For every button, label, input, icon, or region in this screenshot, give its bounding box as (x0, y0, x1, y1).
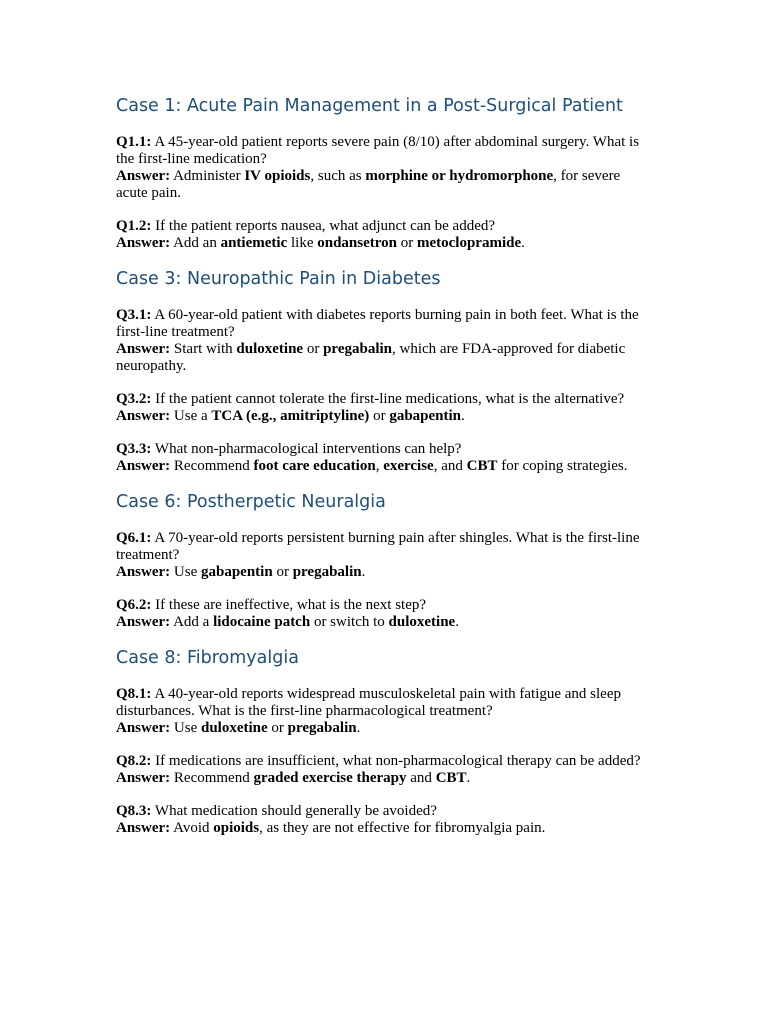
answer (116, 720, 652, 737)
answer-segment-bold: lidocaine patch (213, 614, 311, 630)
answer-label: Answer: (116, 820, 171, 836)
case-section-8 (116, 647, 652, 837)
answer-segment-bold: foot care education (253, 458, 376, 474)
answer-segment-bold: duloxetine (236, 341, 304, 357)
question-text: A 60-year-old patient with diabetes reports burning pain in both feet. What is the first-line treatment? (116, 307, 639, 340)
case-heading: Case 1: Acute Pain Management in a Post-Surgical Patient (116, 96, 623, 116)
answer-segment: , which are FDA-approved for diabetic neuropathy. (116, 341, 626, 374)
question-id: Q1.1: (116, 134, 152, 150)
answer-segment-bold: duloxetine (200, 720, 268, 736)
case-heading: Case 6: Postherpetic Neuralgia (116, 492, 386, 512)
case-section-1 (116, 95, 652, 252)
answer-segment: Start with (173, 341, 237, 357)
answer-segment: Add an (173, 235, 221, 251)
answer (116, 408, 652, 425)
question-text: What non-pharmacological interventions can help? (154, 441, 462, 457)
question-text: If the patient cannot tolerate the first-line medications, what is the alternative? (155, 391, 625, 407)
document-page (116, 95, 652, 853)
question-id: Q6.2: (116, 597, 152, 613)
qa-item (116, 686, 652, 737)
answer-segment-bold: antiemetic (220, 235, 288, 251)
question (116, 753, 652, 770)
answer-segment: . (521, 235, 525, 251)
answer-segment: Recommend (173, 770, 254, 786)
answer-segment: for coping strategies. (497, 458, 628, 474)
answer-text (116, 341, 625, 374)
question-text: A 45-year-old patient reports severe pain (8/10) after abdominal surgery. What is the first-line medication? (116, 134, 640, 167)
question-id: Q3.1: (116, 307, 152, 323)
answer-label: Answer: (116, 720, 171, 736)
answer-segment-bold: metoclopramide (416, 235, 522, 251)
answer-segment-bold: graded exercise therapy (253, 770, 407, 786)
answer-label: Answer: (116, 564, 171, 580)
question-text: If the patient reports nausea, what adjunct can be added? (155, 218, 496, 234)
qa-item (116, 307, 652, 375)
answer (116, 770, 652, 787)
answer-segment-bold: morphine or hydromorphone (365, 168, 554, 184)
answer-text (174, 564, 365, 580)
answer-segment: or (369, 408, 390, 424)
answer-label: Answer: (116, 168, 171, 184)
question (116, 134, 652, 168)
case-section-6 (116, 491, 652, 631)
answer-segment-bold: pregabalin (323, 341, 392, 357)
answer-segment: Administer (173, 168, 245, 184)
answer-text (174, 770, 470, 786)
question-id: Q3.3: (116, 441, 152, 457)
case-heading: Case 8: Fibromyalgia (116, 648, 299, 668)
question-id: Q6.1: (116, 530, 152, 546)
answer-segment-bold: gabapentin (389, 408, 462, 424)
question-id: Q1.2: (116, 218, 152, 234)
answer-segment: or (396, 235, 417, 251)
answer-segment: or (267, 720, 288, 736)
question (116, 307, 652, 341)
question (116, 686, 652, 720)
answer-segment: Recommend (173, 458, 254, 474)
answer-segment: , such as (310, 168, 366, 184)
answer-text (173, 614, 459, 630)
answer-text (173, 235, 525, 251)
answer-segment: or (303, 341, 324, 357)
question-text: A 70-year-old reports persistent burning pain after shingles. What is the first-line treatment? (116, 530, 640, 563)
answer-segment-bold: TCA (e.g., amitriptyline) (211, 408, 370, 424)
qa-item (116, 391, 652, 425)
answer-segment: . (356, 720, 361, 736)
answer-segment: , for severe acute pain. (116, 168, 621, 201)
answer-segment-bold: duloxetine (388, 614, 456, 630)
answer-segment-bold: opioids (213, 820, 260, 836)
answer-segment-bold: ondansetron (317, 235, 397, 251)
answer-segment: Add a (173, 614, 214, 630)
question-id: Q3.2: (116, 391, 152, 407)
answer (116, 820, 652, 837)
answer-text (174, 408, 465, 424)
qa-item (116, 803, 652, 837)
answer-segment: or (272, 564, 293, 580)
answer-segment-bold: exercise (383, 458, 434, 474)
answer-segment-bold: pregabalin (287, 720, 357, 736)
answer-label: Answer: (116, 341, 171, 357)
answer-segment: , as they are not effective for fibromyalgia pain. (259, 820, 546, 836)
qa-item (116, 218, 652, 252)
answer-segment: , and (433, 458, 467, 474)
qa-item (116, 134, 652, 202)
case-section-3 (116, 268, 652, 475)
answer-segment: and (406, 770, 436, 786)
answer-segment: . (466, 770, 471, 786)
answer-label: Answer: (116, 408, 171, 424)
answer-label: Answer: (116, 614, 171, 630)
question-text: If these are ineffective, what is the next step? (155, 597, 427, 613)
answer-segment: Use (173, 720, 201, 736)
answer-text (173, 820, 545, 836)
answer (116, 458, 652, 475)
answer (116, 341, 652, 375)
answer-label: Answer: (116, 458, 171, 474)
answer (116, 614, 652, 631)
qa-item (116, 441, 652, 475)
case-heading: Case 3: Neuropathic Pain in Diabetes (116, 269, 441, 289)
answer-segment: . (461, 408, 465, 424)
answer-segment: . (361, 564, 366, 580)
answer-segment-bold: CBT (466, 458, 498, 474)
question-id: Q8.3: (116, 803, 152, 819)
question (116, 803, 652, 820)
answer-segment-bold: pregabalin (292, 564, 362, 580)
answer (116, 564, 652, 581)
question-text: If medications are insufficient, what non-pharmacological therapy can be added? (155, 753, 641, 769)
answer (116, 235, 652, 252)
answer-segment-bold: IV opioids (244, 168, 311, 184)
question-id: Q8.2: (116, 753, 152, 769)
question (116, 530, 652, 564)
answer-segment-bold: CBT (435, 770, 467, 786)
answer-segment: like (287, 235, 318, 251)
qa-item (116, 530, 652, 581)
question (116, 597, 652, 614)
question (116, 218, 652, 235)
question (116, 441, 652, 458)
question (116, 391, 652, 408)
answer-text (174, 458, 628, 474)
answer-label: Answer: (116, 770, 171, 786)
answer-segment-bold: gabapentin (200, 564, 273, 580)
question-text: A 40-year-old reports widespread musculoskeletal pain with fatigue and sleep disturbances. What is the first-line pharmacological treatment? (116, 686, 621, 719)
answer-label: Answer: (116, 235, 171, 251)
answer-segment: or switch to (310, 614, 389, 630)
question-text: What medication should generally be avoided? (154, 803, 437, 819)
answer-segment: , (375, 458, 384, 474)
answer-text (174, 720, 360, 736)
answer-segment: Use (173, 564, 201, 580)
qa-item (116, 753, 652, 787)
answer-segment: Avoid (173, 820, 214, 836)
answer-segment: Use a (173, 408, 212, 424)
answer (116, 168, 652, 202)
answer-segment: . (455, 614, 459, 630)
question-id: Q8.1: (116, 686, 152, 702)
qa-item (116, 597, 652, 631)
answer-text (116, 168, 620, 201)
